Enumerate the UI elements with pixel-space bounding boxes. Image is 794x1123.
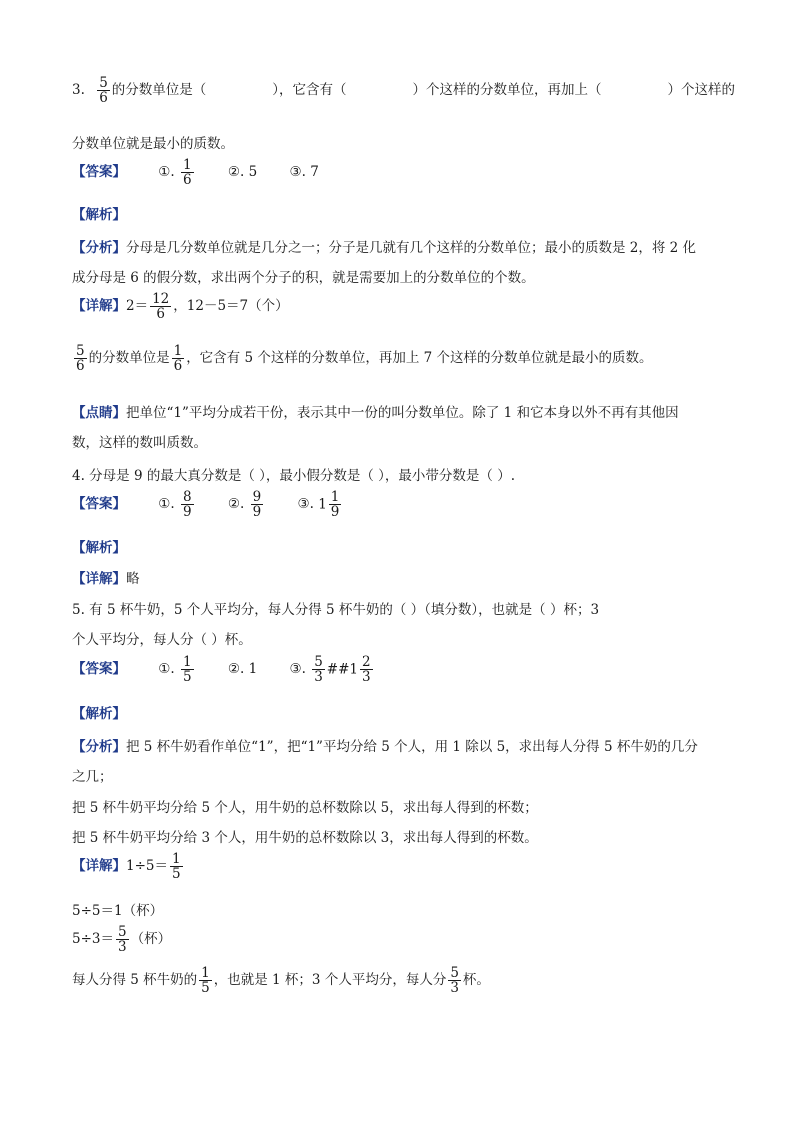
jiexi-heading: 【解析】	[72, 540, 126, 556]
q4-stem: 4. 分母是 9 的最大真分数是（ ），最小假分数是（ ），最小带分数是（ ）.	[72, 468, 516, 484]
q5-answer-2: ②. 1	[227, 661, 258, 678]
q3-fraction: $\frac{5}{6}$	[99, 75, 108, 107]
q5-analysis-line3: 把 5 杯牛奶平均分给 5 个人，用牛奶的总杯数除以 5，求出每人得到的杯数；	[72, 800, 538, 816]
q3-detail-line1: 【详解】2＝ $\frac{12}{6}$ ，12－5＝7（个）	[72, 291, 289, 323]
q5-detail-line2: 5÷5＝1（杯）	[72, 903, 164, 919]
q3-analysis-line2: 成分母是 6 的假分数，求出两个分子的积，就是需要加上的分数单位的个数。	[72, 270, 535, 286]
q5-analysis-line2: 之几；	[72, 769, 113, 785]
answer-tag: 【答案】	[72, 164, 126, 181]
jiexi-heading: 【解析】	[72, 706, 126, 722]
q3-stem-line2: 分数单位就是最小的质数。	[72, 136, 234, 152]
q3-number: 3.	[72, 82, 85, 99]
q5-stem-line2: 个人平均分，每人分（ ）杯。	[72, 632, 252, 648]
q3-answer-3: ③. 7	[289, 164, 319, 181]
q4-answer-1: ①. $\frac{8}{9}$	[158, 489, 192, 521]
q5-answer-row	[72, 655, 375, 684]
q5-answer-3: ③. $\frac{5}{3}$ ##1 $\frac{2}{3}$	[289, 654, 371, 686]
jiexi-heading: 【解析】	[72, 207, 126, 223]
q4-answer-3: ③. 1 $\frac{1}{9}$	[297, 489, 340, 521]
q5-answer-1: ①. $\frac{1}{5}$	[158, 654, 192, 686]
q3-stem-line1: 3. $\frac{5}{6}$ 的分数单位是（ ），它含有（ ）个这样的分数单位，再加上（ ）个这样的	[72, 75, 736, 107]
q4-answer-2: ②. $\frac{9}{9}$	[227, 489, 262, 521]
q5-stem-line1: 5. 有 5 杯牛奶，5 个人平均分，每人分得 5 杯牛奶的（ ）（填分数），也就是（ ）杯；3	[72, 602, 600, 618]
q3-detail-line2: $\frac{5}{6}$ 的分数单位是 $\frac{1}{6}$ ，它含有 5 个这样的分数单位，再加上 7 个这样的分数单位就是最小的质数。	[76, 343, 653, 375]
q3-answer-1: ①. $\frac{1}{6}$	[158, 157, 192, 189]
q3-answer-row	[72, 158, 319, 187]
q5-analysis-line4: 把 5 杯牛奶平均分给 3 个人，用牛奶的总杯数除以 3，求出每人得到的杯数。	[72, 830, 538, 846]
q5-detail-line1: 【详解】1÷5＝ $\frac{1}{5}$	[72, 851, 181, 883]
q4-answer-row	[72, 490, 343, 519]
q5-detail-line3: 5÷3＝ $\frac{5}{3}$ （杯）	[72, 924, 172, 956]
q5-analysis-line1: 【分析】把 5 杯牛奶看作单位“1”，把“1”平均分给 5 个人，用 1 除以 5，求出每人分得 5 杯牛奶的几分	[72, 739, 698, 755]
q3-tip-line2: 数，这样的数叫质数。	[72, 435, 207, 451]
answer-tag: 【答案】	[72, 661, 126, 678]
q3-tip-line1: 【点睛】把单位“1”平均分成若干份，表示其中一份的叫分数单位。除了 1 和它本身以外不再有其他因	[72, 405, 679, 421]
q5-detail-line4: 每人分得 5 杯牛奶的 $\frac{1}{5}$ ，也就是 1 杯；3 个人平均分，每人分 $\frac{5}{3}$ 杯。	[72, 965, 490, 997]
answer-tag: 【答案】	[72, 496, 126, 513]
q3-answer-2: ②. 5	[227, 164, 258, 181]
q4-detail: 【详解】略	[72, 571, 140, 587]
q3-analysis-line1: 【分析】分母是几分数单位就是几分之一；分子是几就有几个这样的分数单位；最小的质数是 2，将 2 化	[72, 240, 697, 256]
